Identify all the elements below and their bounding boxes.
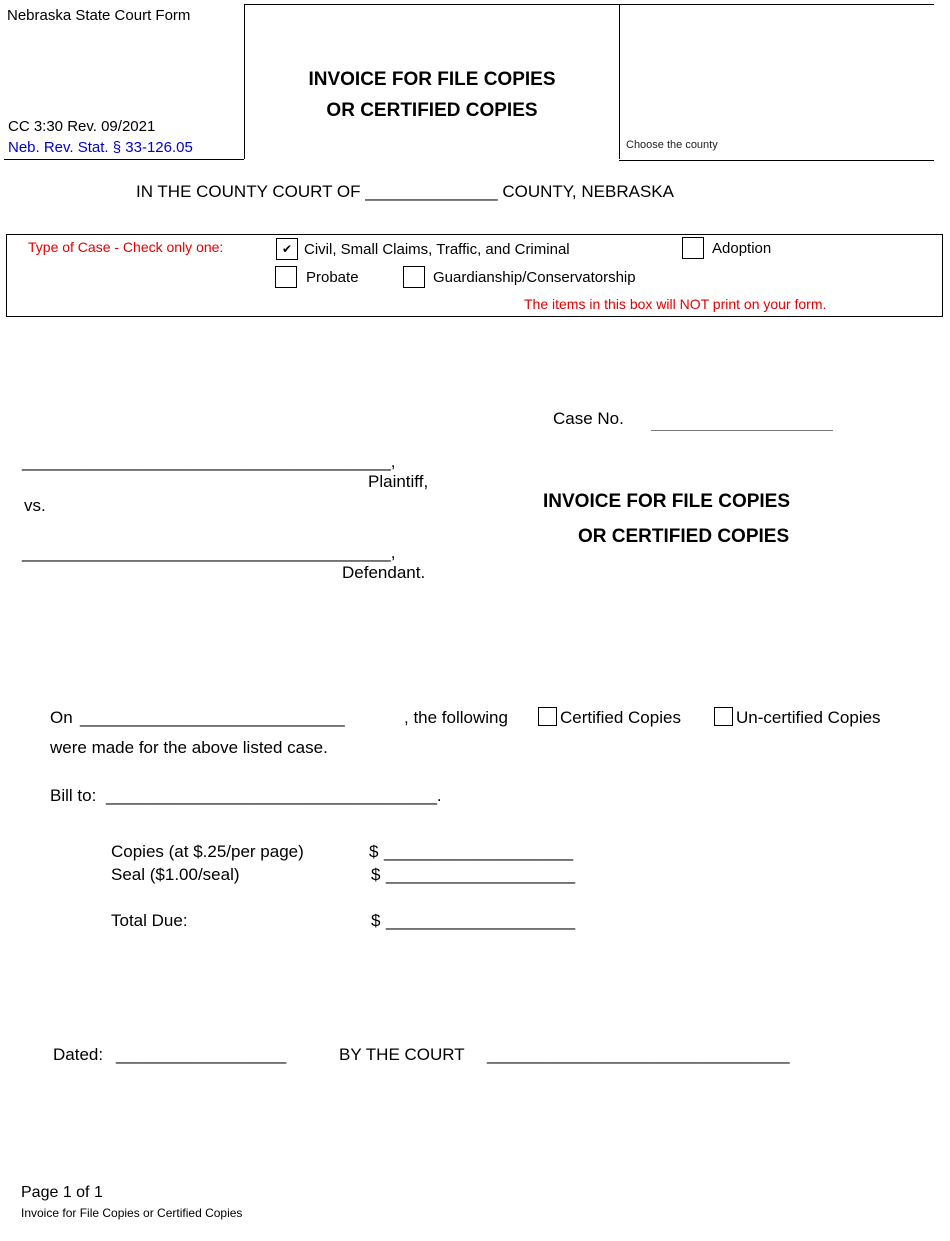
- by-the-court-label: BY THE COURT: [339, 1045, 465, 1064]
- uncertified-copies-label: Un-certified Copies: [736, 708, 881, 727]
- defendant-blank[interactable]: _______________________________________,: [22, 543, 396, 562]
- court-line-suffix: COUNTY, NEBRASKA: [502, 182, 674, 201]
- following-text: , the following: [404, 708, 508, 727]
- copies-fee-currency: $: [369, 842, 379, 861]
- caption-title-line1: INVOICE FOR FILE COPIES: [543, 491, 791, 512]
- seal-fee-blank[interactable]: ____________________: [386, 865, 576, 884]
- footer-form-title: Invoice for File Copies or Certified Copies: [21, 1206, 243, 1220]
- case-type-probate-checkbox[interactable]: [275, 266, 297, 288]
- case-type-civil-label: Civil, Small Claims, Traffic, and Criminal: [304, 241, 570, 258]
- copies-fee-blank[interactable]: ____________________: [384, 842, 574, 861]
- page-number: Page 1 of 1: [21, 1184, 103, 1201]
- case-type-adoption-checkbox[interactable]: [682, 237, 704, 259]
- header-title-line2: OR CERTIFIED COPIES: [326, 100, 538, 121]
- case-no-label: Case No.: [553, 409, 624, 428]
- case-type-probate-label: Probate: [306, 269, 359, 286]
- header-bottom-border-left: [4, 159, 244, 160]
- case-type-guardianship-checkbox[interactable]: [403, 266, 425, 288]
- form-number: CC 3:30 Rev. 09/2021: [8, 118, 156, 135]
- total-due-blank[interactable]: ____________________: [386, 911, 576, 930]
- certified-copies-checkbox[interactable]: [538, 707, 557, 726]
- case-type-label: Type of Case - Check only one:: [28, 239, 224, 255]
- total-due-currency: $: [371, 911, 381, 930]
- dated-label: Dated:: [53, 1045, 104, 1064]
- court-line: [136, 182, 674, 202]
- seal-fee-currency: $: [371, 865, 381, 884]
- case-type-note: The items in this box will NOT print on your form.: [524, 296, 827, 312]
- header-title-line1: INVOICE FOR FILE COPIES: [308, 69, 556, 90]
- case-no-field[interactable]: [651, 430, 833, 431]
- by-the-court-signature-blank[interactable]: ________________________________: [487, 1045, 790, 1064]
- on-date-blank[interactable]: ____________________________: [80, 708, 345, 727]
- plaintiff-label: Plaintiff,: [368, 472, 429, 491]
- on-label: On: [50, 708, 73, 727]
- form-source: Nebraska State Court Form: [7, 7, 191, 24]
- defendant-label: Defendant.: [342, 563, 426, 582]
- case-type-civil-checkbox[interactable]: [276, 238, 298, 260]
- header-top-border: [244, 4, 934, 5]
- copies-fee-label: Copies (at $.25/per page): [111, 842, 304, 861]
- case-type-guardianship-label: Guardianship/Conservatorship: [433, 269, 636, 286]
- dated-blank[interactable]: __________________: [116, 1045, 287, 1064]
- check-mark-icon: ✔: [281, 242, 293, 256]
- total-due-label: Total Due:: [111, 911, 188, 930]
- plaintiff-blank[interactable]: _______________________________________,: [22, 452, 396, 471]
- uncertified-copies-checkbox[interactable]: [714, 707, 733, 726]
- county-blank[interactable]: ______________: [365, 182, 498, 201]
- bill-to-blank[interactable]: ___________________________________.: [106, 786, 442, 805]
- county-select[interactable]: Choose the county: [626, 139, 718, 151]
- statute-link[interactable]: Neb. Rev. Stat. § 33-126.05: [8, 139, 193, 156]
- seal-fee-label: Seal ($1.00/seal): [111, 865, 240, 884]
- case-type-adoption-label: Adoption: [712, 240, 772, 257]
- header-bottom-border-right: [619, 160, 934, 161]
- caption-title-line2: OR CERTIFIED COPIES: [578, 526, 790, 547]
- bill-to-label: Bill to:: [50, 786, 97, 805]
- made-text: were made for the above listed case.: [50, 738, 328, 757]
- certified-copies-label: Certified Copies: [560, 708, 681, 727]
- court-line-prefix: IN THE COUNTY COURT OF: [136, 182, 361, 201]
- vs-label: vs.: [24, 496, 46, 515]
